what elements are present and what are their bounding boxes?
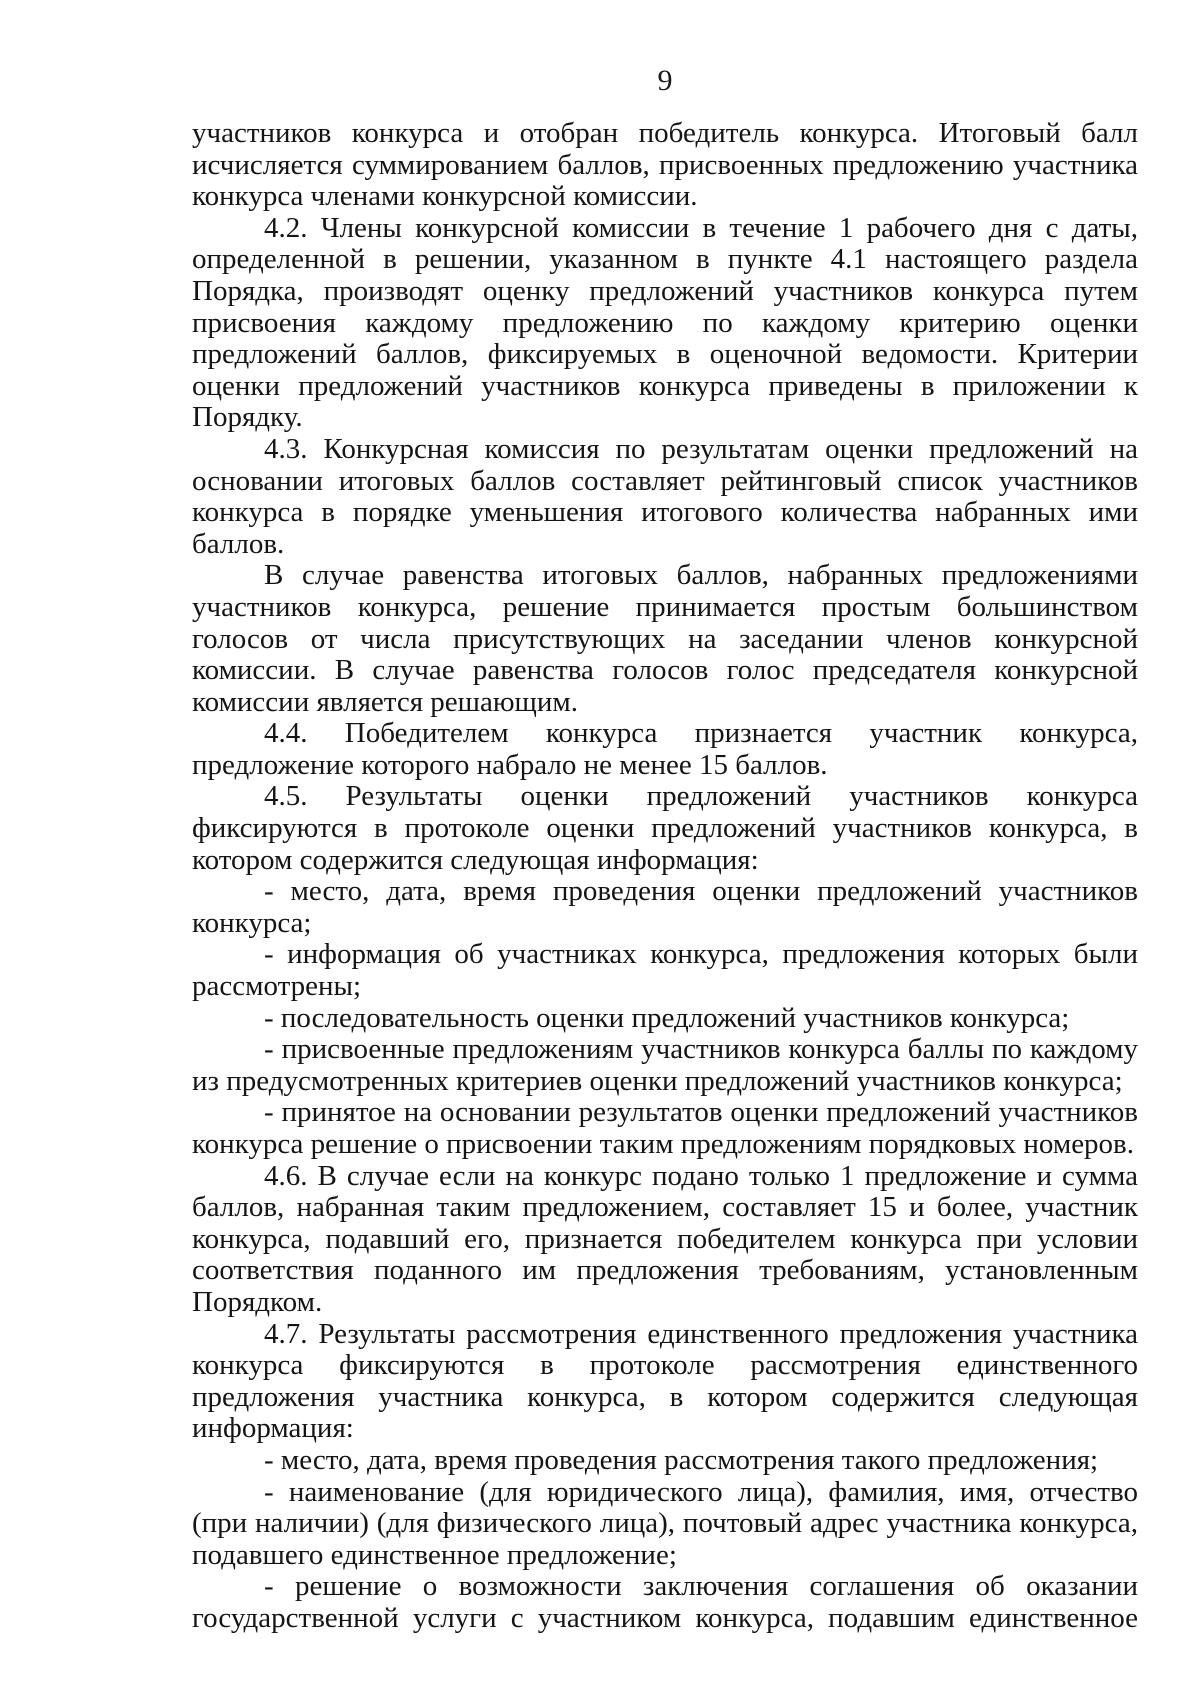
paragraph-continuation: участников конкурса и отобран победитель конкурса. Итоговый балл исчисляется суммированием баллов, присвоенных предложению участника конкурса членами конкурсной комиссии. (192, 117, 1138, 213)
page-number: 9 (657, 64, 673, 97)
list-item-participants-info: - информация об участниках конкурса, предложения которых были рассмотрены; (192, 938, 1138, 1003)
paragraph-4-3: 4.3. Конкурсная комиссия по результатам оценки предложений на основании итоговых баллов составляет рейтинговый список участников конкурса в порядке уменьшения итогового количества набранных ими баллов. (192, 432, 1138, 560)
paragraph-4-5: 4.5. Результаты оценки предложений участников конкурса фиксируются в протоколе оценки предложений участников конкурса, в котором содержится следующая информация: (192, 780, 1138, 876)
paragraph-4-7: 4.7. Результаты рассмотрения единственного предложения участника конкурса фиксируются в протоколе рассмотрения единственного предложения участника конкурса, в котором содержится следующая информация: (192, 1317, 1138, 1445)
paragraph-4-2: 4.2. Члены конкурсной комиссии в течение 1 рабочего дня с даты, определенной в решении, указанном в пункте 4.1 настоящего раздела Порядка, производят оценку предложений участников конкурса путем присвоения каждому предложению по каждому критерию оценки предложений баллов, фиксируемых в оценочной ведомости. Критерии оценки предложений участников конкурса приведены в приложении к Порядку. (192, 211, 1138, 434)
list-item-assigned-scores: - присвоенные предложениям участников конкурса баллы по каждому из предусмотренных критериев оценки предложений участников конкурса; (192, 1033, 1138, 1097)
list-item-evaluation-sequence: - последовательность оценки предложений участников конкурса; (264, 1001, 1070, 1034)
list-item-participant-name: - наименование (для юридического лица), фамилия, имя, отчество (при наличии) (для физического лица), почтовый адрес участника конкурса, подавшего единственное предложение; (192, 1475, 1138, 1571)
list-item-place-date: - место, дата, время проведения оценки предложений участников конкурса; (192, 875, 1138, 939)
list-item-review-place-date: - место, дата, время проведения рассмотрения такого предложения; (264, 1443, 1099, 1476)
list-item-agreement-decision: - решение о возможности заключения соглашения об оказании государственной услуги с участником конкурса, подавшим единственное (192, 1570, 1138, 1634)
paragraph-4-6: 4.6. В случае если на конкурс подано только 1 предложение и сумма баллов, набранная таким предложением, составляет 15 и более, участник конкурса, подавший его, признается победителем конкурса при условии соответствия поданного им предложения требованиям, установленным Порядком. (192, 1159, 1138, 1318)
document-body (192, 118, 1138, 1635)
paragraph-tie-votes: В случае равенства итоговых баллов, набранных предложениями участников конкурса, решение принимается простым большинством голосов от числа присутствующих на заседании членов конкурсной комиссии. В случае равенства голосов голос председателя конкурсной комиссии является решающим. (192, 559, 1138, 718)
list-item-ranking-decision: - принятое на основании результатов оценки предложений участников конкурса решение о присвоении таким предложениям порядковых номеров. (192, 1096, 1138, 1160)
paragraph-4-4: 4.4. Победителем конкурса признается участник конкурса, предложение которого набрало не менее 15 баллов. (192, 717, 1138, 781)
